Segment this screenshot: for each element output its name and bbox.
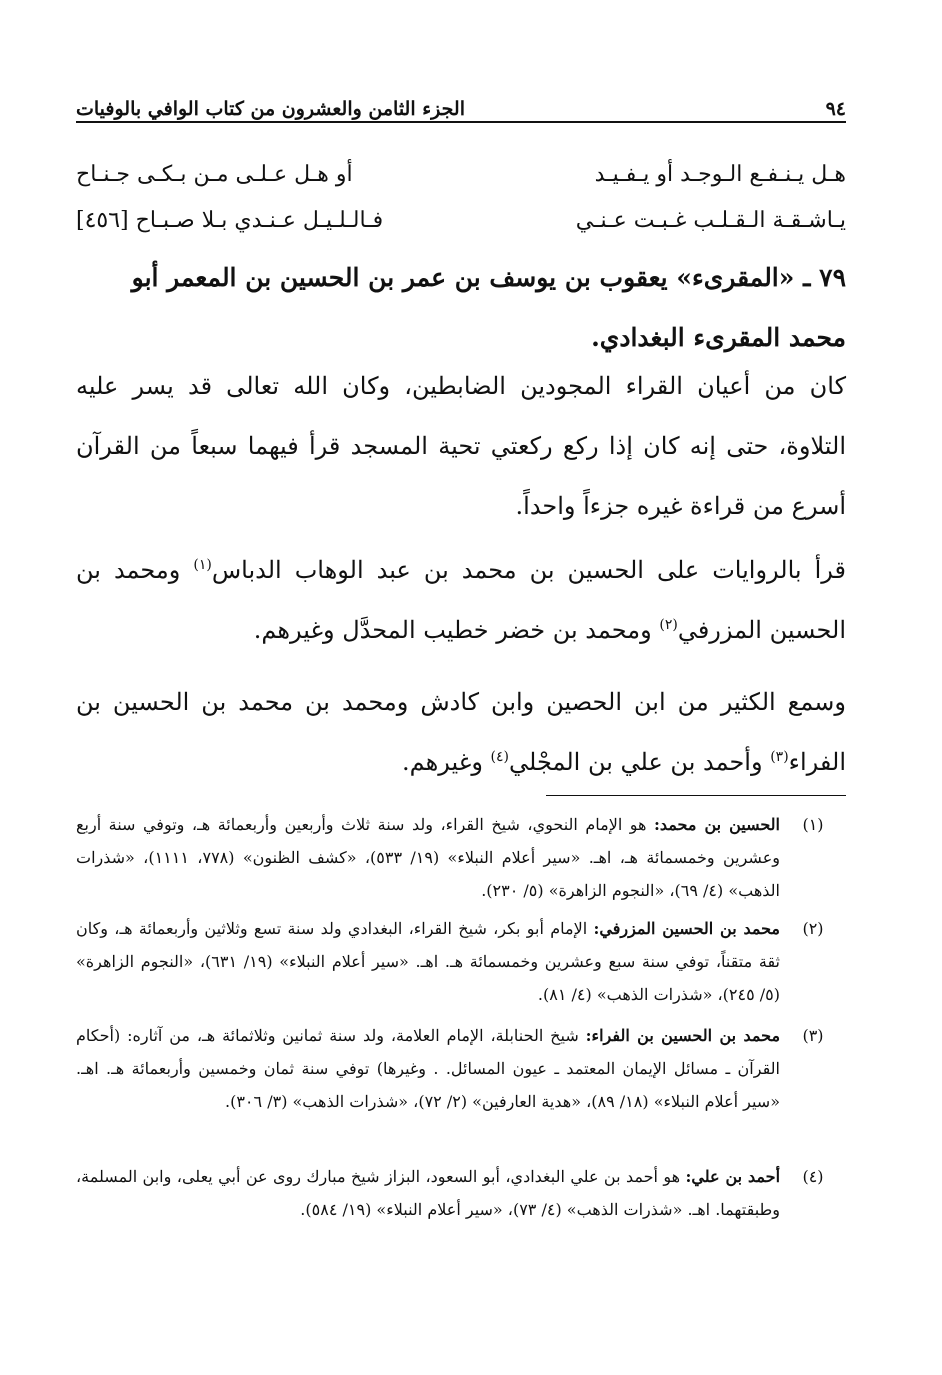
footnote-number: (٢) [802, 919, 824, 938]
footnote-name: الحسين بن محمد: [654, 815, 781, 834]
paragraph [76, 540, 846, 660]
footnote [76, 1160, 846, 1226]
footnote-number: (٤) [802, 1167, 824, 1186]
running-header [76, 86, 846, 120]
verse-hemistich-right: يـاشـقـة الـقـلـب غـبـت عـنـي [575, 207, 846, 233]
paragraph-text: وأحمد بن علي بن المجْلي [509, 748, 771, 776]
footnote-name: محمد بن الحسين بن الفراء: [585, 1026, 781, 1045]
paragraph-text: ومحمد بن الحسين المزرفي [76, 556, 846, 644]
verse-line [76, 198, 846, 242]
footnote-text: هو أحمد بن علي البغدادي، أبو السعود، البزاز شيخ مبارك روى عن أبي يعلى، وابن المسلمة، وطبقتهما. اهـ. «شذرات الذهب» (٤/ ٧٣)، «سير أعلام النبلاء» (١٩/ ٥٨٤). [76, 1167, 780, 1219]
footnote-marker[interactable]: (١) [193, 557, 212, 573]
footnote-number: (١) [802, 815, 824, 834]
verse-hemistich-right: هـل يـنـفـع الـوجـد أو يـفـيـد [594, 161, 846, 187]
footnote-text: شيخ الحنابلة، الإمام العلامة، ولد سنة ثمانين وثلاثمائة هـ، من آثاره: (أحكام القرآن ـ مسائل الإيمان المعتمد ـ عيون المسائل. . وغيرها) توفي سنة ثمان وخمسين وأربعمائة هـ. اهـ. «سير أعلام النبلاء» (١٨/ ٨٩)، «هدية العارفين» (٢/ ٧٢)، «شذرات الذهب» (٣/ ٣٠٦). [76, 1026, 780, 1111]
footnote [76, 1019, 846, 1118]
paragraph [76, 356, 846, 536]
footnote-number: (٣) [802, 1026, 824, 1045]
paragraph [76, 672, 846, 792]
footnote-text: هو الإمام النحوي، شيخ القراء، ولد سنة ثلاث وأربعين وأربعمائة هـ، وتوفي سنة أربع وعشرين وخمسمائة هـ، اهـ. «سير أعلام النبلاء» (١٩/ ٥٣٣)، «كشف الظنون» (٧٧٨، ١١١١)، «شذرات الذهب» (٤/ ٦٩)، «النجوم الزاهرة» (٥/ ٢٣٠). [76, 815, 780, 900]
paragraph-text: وغيرهم. [402, 748, 491, 776]
footnote-marker[interactable]: (٤) [490, 749, 510, 765]
paragraph-text: وسمع الكثير من ابن الحصين وابن كادش ومحمد بن محمد بن الحسين بن الفراء [76, 688, 846, 776]
footnote-body [76, 1160, 780, 1226]
paragraph-text: كان من أعيان القراء المجودين الضابطين، وكان الله تعالى قد يسر عليه التلاوة، حتى إنه كان إذا ركع ركعتي تحية المسجد قرأ فيهما سبعاً من القرآن أسرع من قراءة غيره جزءاً واحداً. [76, 372, 846, 520]
entry-heading-text: «المقرىء» يعقوب بن يوسف بن عمر بن الحسين بن المعمر أبو محمد المقرىء البغدادي. [131, 263, 846, 352]
header-rule [76, 121, 846, 123]
footnote-marker[interactable]: (٢) [659, 617, 678, 633]
verse-hemistich-left: أو هـل عـلـى مـن بـكـى جـنـاح [76, 161, 353, 187]
paragraph-text: قرأ بالروايات على الحسين بن محمد بن عبد الوهاب الدباس [211, 556, 846, 584]
footnote [76, 808, 846, 907]
footnote-name: أحمد بن علي: [685, 1167, 781, 1186]
footnote-body [76, 912, 780, 1011]
entry-heading [76, 248, 846, 368]
paragraph-text: ومحمد بن خضر خطيب المحدَّل وغيرهم. [253, 616, 660, 644]
running-title: الجزء الثامن والعشرون من كتاب الوافي بالوفيات [76, 98, 465, 120]
verse-line [76, 152, 846, 196]
footnote-body [76, 1019, 780, 1118]
entry-number: ٧٩ ـ [803, 263, 846, 292]
footnote-name: محمد بن الحسين المزرفي: [593, 919, 780, 938]
page-number: ٩٤ [825, 98, 846, 120]
footnote-separator [546, 795, 846, 796]
footnote-text: الإمام أبو بكر، شيخ القراء، البغدادي ولد سنة تسع وثلاثين وأربعمائة هـ، وكان ثقة متقناً، توفي سنة سبع وعشرين وخمسمائة هـ. اهـ. «سير أعلام النبلاء» (١٩/ ٦٣١)، «النجوم الزاهرة» (٥/ ٢٤٥)، «شذرات الذهب» (٤/ ٨١). [76, 919, 781, 1004]
footnote-body [76, 808, 780, 907]
verse-hemistich-left: فـالـلـيـل عـنـدي بـلا صـبـاح [٤٥٦] [76, 207, 384, 233]
footnote [76, 912, 846, 1011]
footnote-marker[interactable]: (٣) [770, 749, 789, 765]
